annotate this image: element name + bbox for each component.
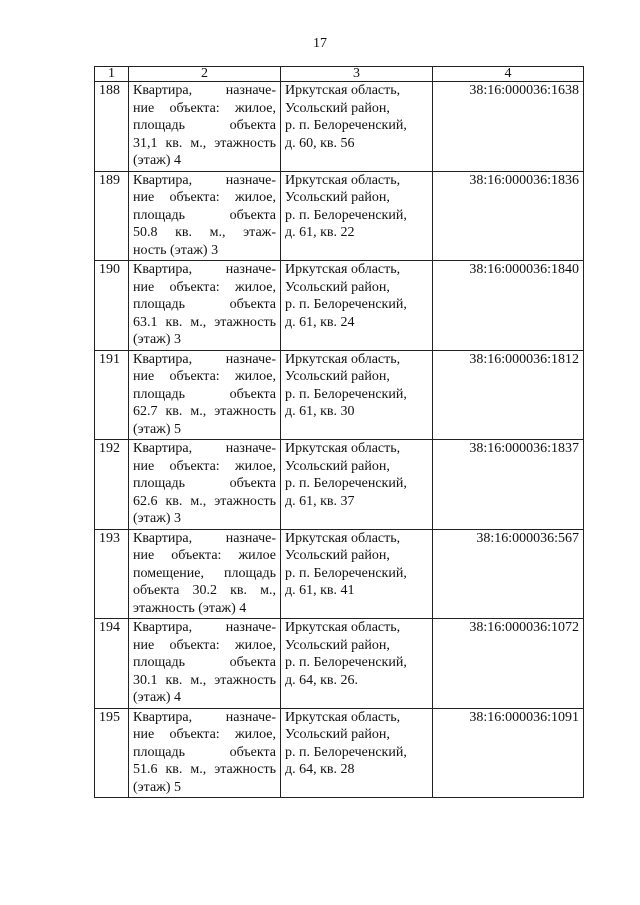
object-description bbox=[129, 440, 281, 530]
address-line: р. п. Белореченский, bbox=[285, 386, 407, 402]
description-line: 31,1 кв. м., этажность bbox=[133, 135, 276, 151]
description-line: 62.6 кв. м., этажность bbox=[133, 493, 276, 509]
description-line: ние объекта: жилое, bbox=[133, 458, 276, 474]
description-line: Квартира, назначе- bbox=[133, 441, 276, 456]
description-line: площадь объекта bbox=[133, 207, 276, 223]
object-description bbox=[129, 708, 281, 798]
object-address bbox=[281, 708, 433, 798]
cadastral-number: 38:16:000036:1091 bbox=[433, 708, 584, 798]
description-line: Квартира, назначе- bbox=[133, 351, 276, 367]
row-number: 190 bbox=[95, 261, 129, 351]
description-line: площадь объекта bbox=[133, 118, 276, 133]
table-row bbox=[95, 171, 584, 261]
address-line: Иркутская область, bbox=[285, 530, 401, 546]
description-line: ность (этаж) 3 bbox=[133, 242, 219, 258]
description-line: Квартира, назначе- bbox=[133, 709, 276, 725]
description-line: (этаж) 4 bbox=[133, 690, 182, 705]
cadastral-number: 38:16:000036:1836 bbox=[433, 171, 584, 261]
table-row bbox=[95, 440, 584, 530]
object-description bbox=[129, 350, 281, 440]
row-number: 193 bbox=[95, 529, 129, 619]
address-line: р. п. Белореченский, bbox=[285, 655, 407, 670]
description-line: ние объекта: жилое, bbox=[133, 727, 276, 742]
description-line: (этаж) 4 bbox=[133, 153, 182, 168]
address-line: Иркутская область, bbox=[285, 172, 401, 188]
table-row bbox=[95, 619, 584, 709]
description-line: (этаж) 5 bbox=[133, 779, 182, 795]
object-description bbox=[129, 261, 281, 351]
description-line: Квартира, назначе- bbox=[133, 172, 276, 188]
column-header-1: 1 bbox=[95, 67, 129, 82]
description-line: площадь объекта bbox=[133, 297, 276, 312]
object-address bbox=[281, 82, 433, 172]
description-line: 50.8 кв. м., этаж- bbox=[133, 225, 276, 240]
table-row bbox=[95, 529, 584, 619]
table-row bbox=[95, 708, 584, 798]
address-line: д. 61, кв. 41 bbox=[285, 583, 355, 598]
address-line: р. п. Белореченский, bbox=[285, 297, 407, 312]
row-number: 188 bbox=[95, 82, 129, 172]
description-line: 62.7 кв. м., этажность bbox=[133, 404, 276, 419]
description-line: ние объекта: жилое, bbox=[133, 100, 276, 116]
description-line: (этаж) 3 bbox=[133, 511, 182, 526]
table-row bbox=[95, 82, 584, 172]
object-address bbox=[281, 261, 433, 351]
description-line: этажность (этаж) 4 bbox=[133, 600, 247, 616]
cadastral-number: 38:16:000036:1072 bbox=[433, 619, 584, 709]
description-line: Квартира, назначе- bbox=[133, 262, 276, 277]
table-header-row bbox=[95, 67, 584, 82]
description-line: 63.1 кв. м., этажность bbox=[133, 314, 276, 330]
cadastral-number: 38:16:000036:1638 bbox=[433, 82, 584, 172]
description-line: 51.6 кв. м., этажность bbox=[133, 762, 276, 777]
description-line: ние объекта: жилое bbox=[133, 548, 276, 563]
address-line: д. 61, кв. 24 bbox=[285, 314, 355, 330]
object-description bbox=[129, 529, 281, 619]
description-line: (этаж) 5 bbox=[133, 421, 182, 437]
address-line: Усольский район, bbox=[285, 190, 390, 205]
address-line: р. п. Белореченский, bbox=[285, 476, 407, 491]
description-line: ние объекта: жилое, bbox=[133, 369, 276, 384]
address-line: р. п. Белореченский, bbox=[285, 744, 407, 760]
address-line: д. 61, кв. 30 bbox=[285, 404, 355, 419]
address-line: д. 64, кв. 26. bbox=[285, 672, 359, 688]
object-description bbox=[129, 171, 281, 261]
description-line: 30.1 кв. м., этажность bbox=[133, 672, 276, 688]
address-line: Иркутская область, bbox=[285, 262, 401, 277]
table-row bbox=[95, 261, 584, 351]
row-number: 192 bbox=[95, 440, 129, 530]
cadastral-number: 38:16:000036:1840 bbox=[433, 261, 584, 351]
address-line: Иркутская область, bbox=[285, 83, 401, 98]
description-line: площадь объекта bbox=[133, 655, 276, 670]
page-number: 17 bbox=[313, 36, 327, 51]
address-line: Усольский район, bbox=[285, 369, 390, 384]
address-line: р. п. Белореченский, bbox=[285, 565, 407, 581]
address-line: Иркутская область, bbox=[285, 441, 401, 456]
column-header-3: 3 bbox=[281, 67, 433, 82]
description-line: площадь объекта bbox=[133, 386, 276, 402]
address-line: р. п. Белореченский, bbox=[285, 207, 407, 223]
column-header-4: 4 bbox=[433, 67, 584, 82]
row-number: 195 bbox=[95, 708, 129, 798]
cadastral-number: 38:16:000036:1837 bbox=[433, 440, 584, 530]
object-description bbox=[129, 82, 281, 172]
address-line: Иркутская область, bbox=[285, 620, 401, 635]
property-registry-table bbox=[94, 66, 584, 798]
address-line: д. 61, кв. 37 bbox=[285, 493, 355, 509]
object-address bbox=[281, 619, 433, 709]
description-line: объекта 30.2 кв. м., bbox=[133, 583, 276, 598]
row-number: 189 bbox=[95, 171, 129, 261]
object-description bbox=[129, 619, 281, 709]
row-number: 194 bbox=[95, 619, 129, 709]
description-line: ние объекта: жилое, bbox=[133, 279, 276, 295]
description-line: площадь объекта bbox=[133, 744, 276, 760]
cadastral-number: 38:16:000036:1812 bbox=[433, 350, 584, 440]
row-number: 191 bbox=[95, 350, 129, 440]
object-address bbox=[281, 440, 433, 530]
address-line: Усольский район, bbox=[285, 637, 390, 653]
description-line: Квартира, назначе- bbox=[133, 620, 276, 635]
address-line: Усольский район, bbox=[285, 279, 390, 295]
description-line: (этаж) 3 bbox=[133, 332, 182, 347]
address-line: Усольский район, bbox=[285, 727, 390, 742]
object-address bbox=[281, 171, 433, 261]
address-line: Иркутская область, bbox=[285, 709, 401, 725]
description-line: Квартира, назначе- bbox=[133, 83, 276, 98]
address-line: Усольский район, bbox=[285, 548, 390, 563]
address-line: Усольский район, bbox=[285, 458, 390, 474]
object-address bbox=[281, 350, 433, 440]
address-line: д. 61, кв. 22 bbox=[285, 225, 355, 240]
description-line: помещение, площадь bbox=[133, 565, 276, 581]
cadastral-number: 38:16:000036:567 bbox=[433, 529, 584, 619]
description-line: Квартира, назначе- bbox=[133, 530, 276, 546]
address-line: р. п. Белореченский, bbox=[285, 118, 407, 133]
column-header-2: 2 bbox=[129, 67, 281, 82]
table-row bbox=[95, 350, 584, 440]
object-address bbox=[281, 529, 433, 619]
address-line: д. 64, кв. 28 bbox=[285, 762, 355, 777]
address-line: Иркутская область, bbox=[285, 351, 401, 367]
address-line: д. 60, кв. 56 bbox=[285, 135, 355, 151]
description-line: площадь объекта bbox=[133, 476, 276, 491]
description-line: ние объекта: жилое, bbox=[133, 637, 276, 653]
address-line: Усольский район, bbox=[285, 100, 390, 116]
description-line: ние объекта: жилое, bbox=[133, 190, 276, 205]
